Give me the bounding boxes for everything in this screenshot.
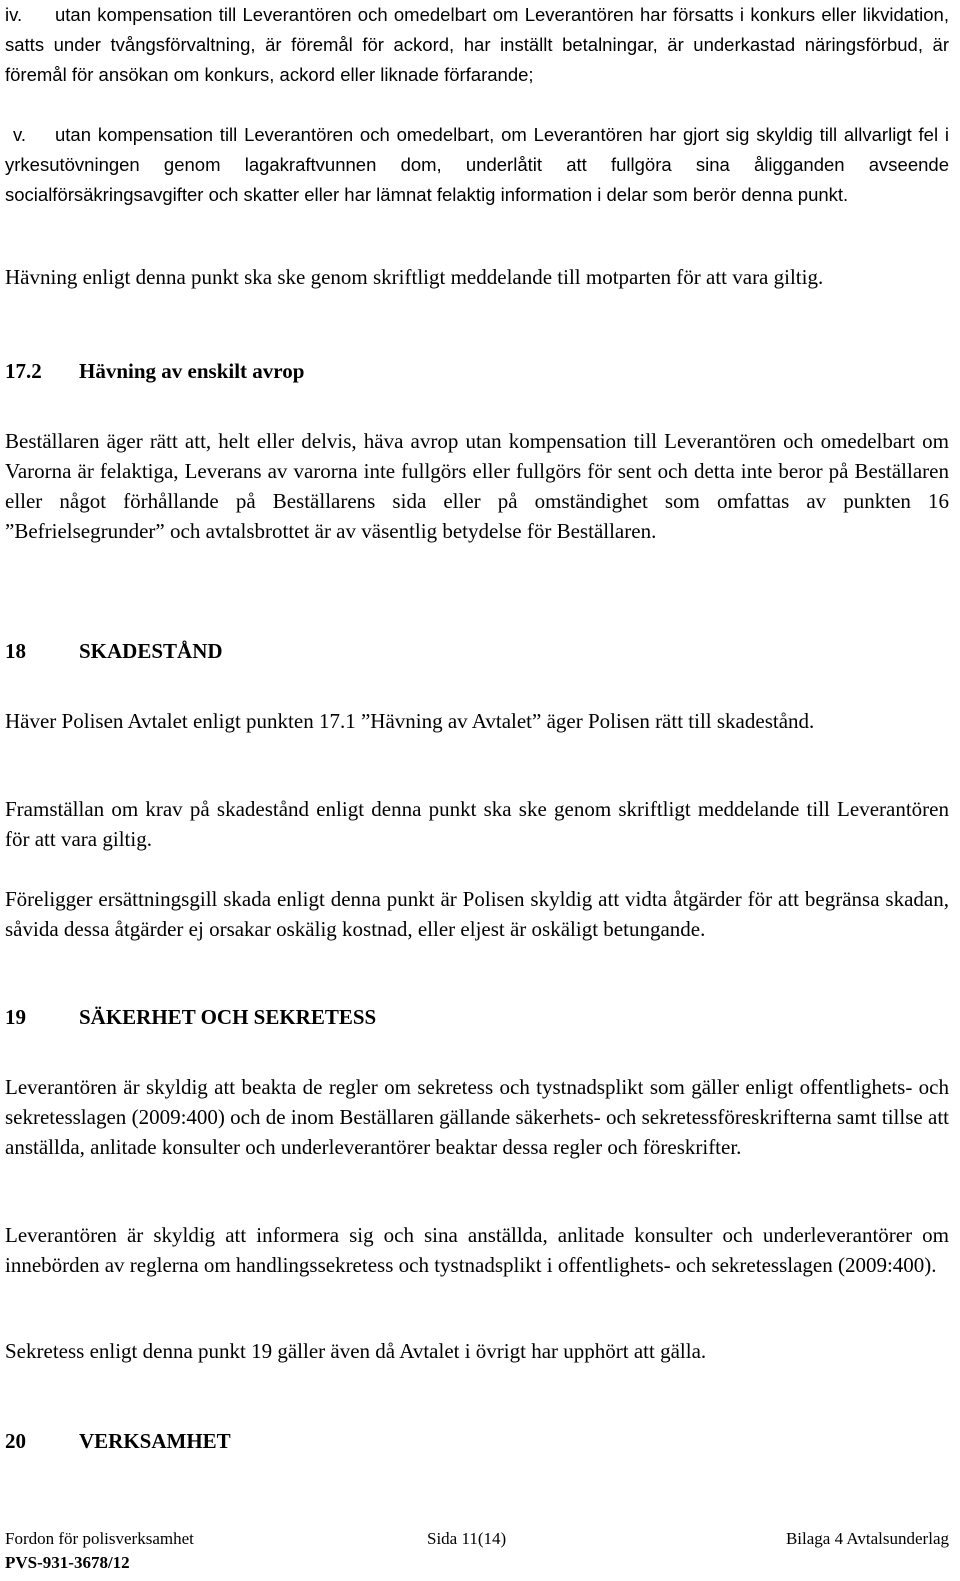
section-title: Hävning av enskilt avrop <box>79 359 305 383</box>
section-number: 17.2 <box>5 359 42 383</box>
paragraph-skadestand-1: Häver Polisen Avtalet enligt punkten 17.1 ”Hävning av Avtalet” äger Polisen rätt till skadestånd. <box>5 709 815 733</box>
list-marker: iv. <box>5 4 23 25</box>
list-marker: v. <box>13 124 27 145</box>
paragraph-havning-written: Hävning enligt denna punkt ska ske genom skriftligt meddelande till motparten för att vara giltig. <box>5 265 824 289</box>
section-heading-19 <box>5 1002 376 1032</box>
section-number: 20 <box>5 1429 26 1453</box>
section-heading-18 <box>5 636 223 666</box>
list-item-text: utan kompensation till Leverantören och omedelbart, om Leverantören har gjort sig skyldig till allvarligt fel i yrkesutövningen genom lagakraftvunnen dom, underlåtit att fullgöra sina åligganden avseende socialförsäkringsavgifter och skatter eller har lämnat felaktig information i delar som berör denna punkt. <box>5 124 949 205</box>
footer-page-number: Sida 11(14) <box>427 1529 507 1548</box>
section-title: SKADESTÅND <box>79 639 223 663</box>
paragraph-sakerhet-1: Leverantören är skyldig att beakta de regler om sekretess och tystnadsplikt som gäller enligt offentlighets- och sekretesslagen (2009:400) och de inom Beställaren gällande säkerhets- och sekretessföreskrifterna samt tillse att anställda, anlitade konsulter och underleverantörer beaktar dessa regler och föreskrifter. <box>5 1075 949 1159</box>
list-item-v <box>5 120 949 210</box>
paragraph-skadestand-2: Framställan om krav på skadestånd enligt denna punkt ska ske genom skriftligt meddelande till Leverantören för att vara giltig. <box>5 797 949 851</box>
paragraph-enskilt-avrop: Beställaren äger rätt att, helt eller delvis, häva avrop utan kompensation till Leverantören och omedelbart om Varorna är felaktiga, Leverans av varorna inte fullgörs eller fullgörs för sent och detta inte beror på Beställaren eller något förhållande på Beställarens sida eller på omständighet som omfattas av punkten 16 ”Befrielsegrunder” och avtalsbrottet är av väsentlig betydelse för Beställaren. <box>5 429 949 543</box>
section-number: 18 <box>5 639 26 663</box>
footer-appendix: Bilaga 4 Avtalsunderlag <box>785 1529 949 1548</box>
footer-reference: PVS-931-3678/12 <box>5 1553 130 1572</box>
paragraph-sakerhet-2: Leverantören är skyldig att informera sig och sina anställda, anlitade konsulter och underleverantörer om innebörden av reglerna om handlingssekretess och tystnadsplikt i offentlighets- och sekretesslagen (2009:400). <box>5 1223 949 1277</box>
paragraph-sakerhet-3: Sekretess enligt denna punkt 19 gäller även då Avtalet i övrigt har upphört att gälla. <box>5 1339 707 1363</box>
paragraph-skadestand-3: Föreligger ersättningsgill skada enligt denna punkt är Polisen skyldig att vidta åtgärder för att begränsa skadan, såvida dessa åtgärder ej orsakar oskälig kostnad, eller eljest är oskäligt betungande. <box>5 887 949 941</box>
footer-document-title: Fordon för polisverksamhet <box>5 1529 194 1548</box>
list-item-iv <box>5 0 949 90</box>
section-number: 19 <box>5 1005 26 1029</box>
section-heading-20 <box>5 1426 231 1456</box>
section-title: VERKSAMHET <box>79 1429 231 1453</box>
section-heading-17-2 <box>5 356 304 386</box>
section-title: SÄKERHET OCH SEKRETESS <box>79 1005 377 1029</box>
list-item-text: utan kompensation till Leverantören och omedelbart om Leverantören har försatts i konkurs eller likvidation, satts under tvångsförvaltning, är föremål för ackord, har inställt betalningar, är underkastad näringsförbud, är föremål för ansökan om konkurs, ackord eller liknade förfarande; <box>5 4 949 85</box>
